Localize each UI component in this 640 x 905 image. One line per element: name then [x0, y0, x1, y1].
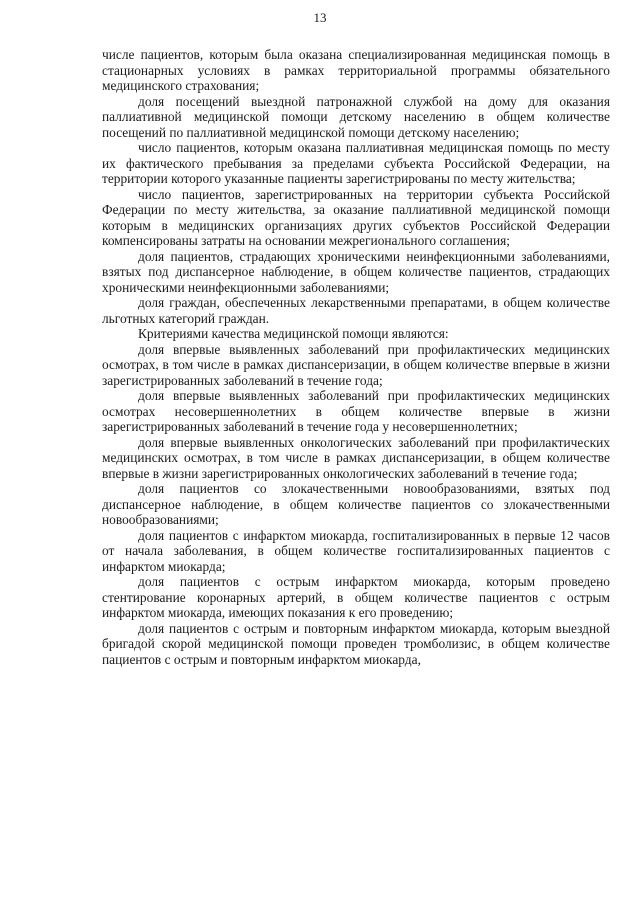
paragraph: доля пациентов со злокачественными новообразованиями, взятых под диспансерное наблюдение, в общем количестве пациентов со злокачественными новообразованиями;: [102, 481, 610, 527]
paragraph: число пациентов, зарегистрированных на территории субъекта Российской Федерации по месту жительства, за оказание паллиативной медицинской помощи которым в медицинских организациях других субъектов Российской Федерации компенсированы затраты на основании межрегионального соглашения;: [102, 186, 610, 248]
paragraph: доля впервые выявленных заболеваний при профилактических медицинских осмотрах несовершеннолетних в общем количестве впервые в жизни зарегистрированных заболеваний в течение года у несовершеннолетних;: [102, 388, 610, 434]
paragraph: доля пациентов с острым и повторным инфарктом миокарда, которым выездной бригадой скорой медицинской помощи проведен тромболизис, в общем количестве пациентов с острым и повторным инфарктом миокарда,: [102, 620, 610, 667]
section-heading: Критериями качества медицинской помощи являются:: [138, 326, 449, 341]
page-number: 13: [313, 10, 327, 25]
paragraph: доля пациентов, страдающих хроническими неинфекционными заболеваниями, взятых под диспансерное наблюдение, в общем количестве пациентов, страдающих хроническими неинфекционными заболеваниями;: [102, 248, 610, 295]
paragraph: число пациентов, которым оказана паллиативная медицинская помощь по месту их фактического пребывания за пределами субъекта Российской Федерации, на территории которого указанные пациенты зарегистрированы по месту жительства;: [102, 140, 610, 186]
document-body: [102, 47, 610, 667]
paragraph: доля впервые выявленных заболеваний при профилактических медицинских осмотрах, в том числе в рамках диспансеризации, в общем количестве впервые в жизни зарегистрированных заболеваний в течение года;: [102, 341, 610, 388]
paragraph: доля пациентов с острым инфарктом миокарда, которым проведено стентирование коронарных артерий, в общем количестве пациентов с острым инфарктом миокарда, имеющих показания к его проведению;: [102, 574, 610, 620]
paragraph: доля посещений выездной патронажной службой на дому для оказания паллиативной медицинской помощи детскому населению в общем количестве посещений по паллиативной медицинской помощи детскому населению;: [102, 93, 610, 140]
paragraph: доля пациентов с инфарктом миокарда, госпитализированных в первые 12 часов от начала заболевания, в общем количестве госпитализированных пациентов с инфарктом миокарда;: [102, 527, 610, 574]
paragraph: доля впервые выявленных онкологических заболеваний при профилактических медицинских осмотрах, в том числе в рамках диспансеризации, в общем количестве впервые в жизни зарегистрированных онкологических заболеваний в течение года;: [102, 434, 610, 481]
paragraph: числе пациентов, которым была оказана специализированная медицинская помощь в стационарных условиях в рамках территориальной программы обязательного медицинского страхования;: [102, 47, 610, 93]
paragraph: доля граждан, обеспеченных лекарственными препаратами, в общем количестве льготных категорий граждан.: [102, 295, 610, 326]
